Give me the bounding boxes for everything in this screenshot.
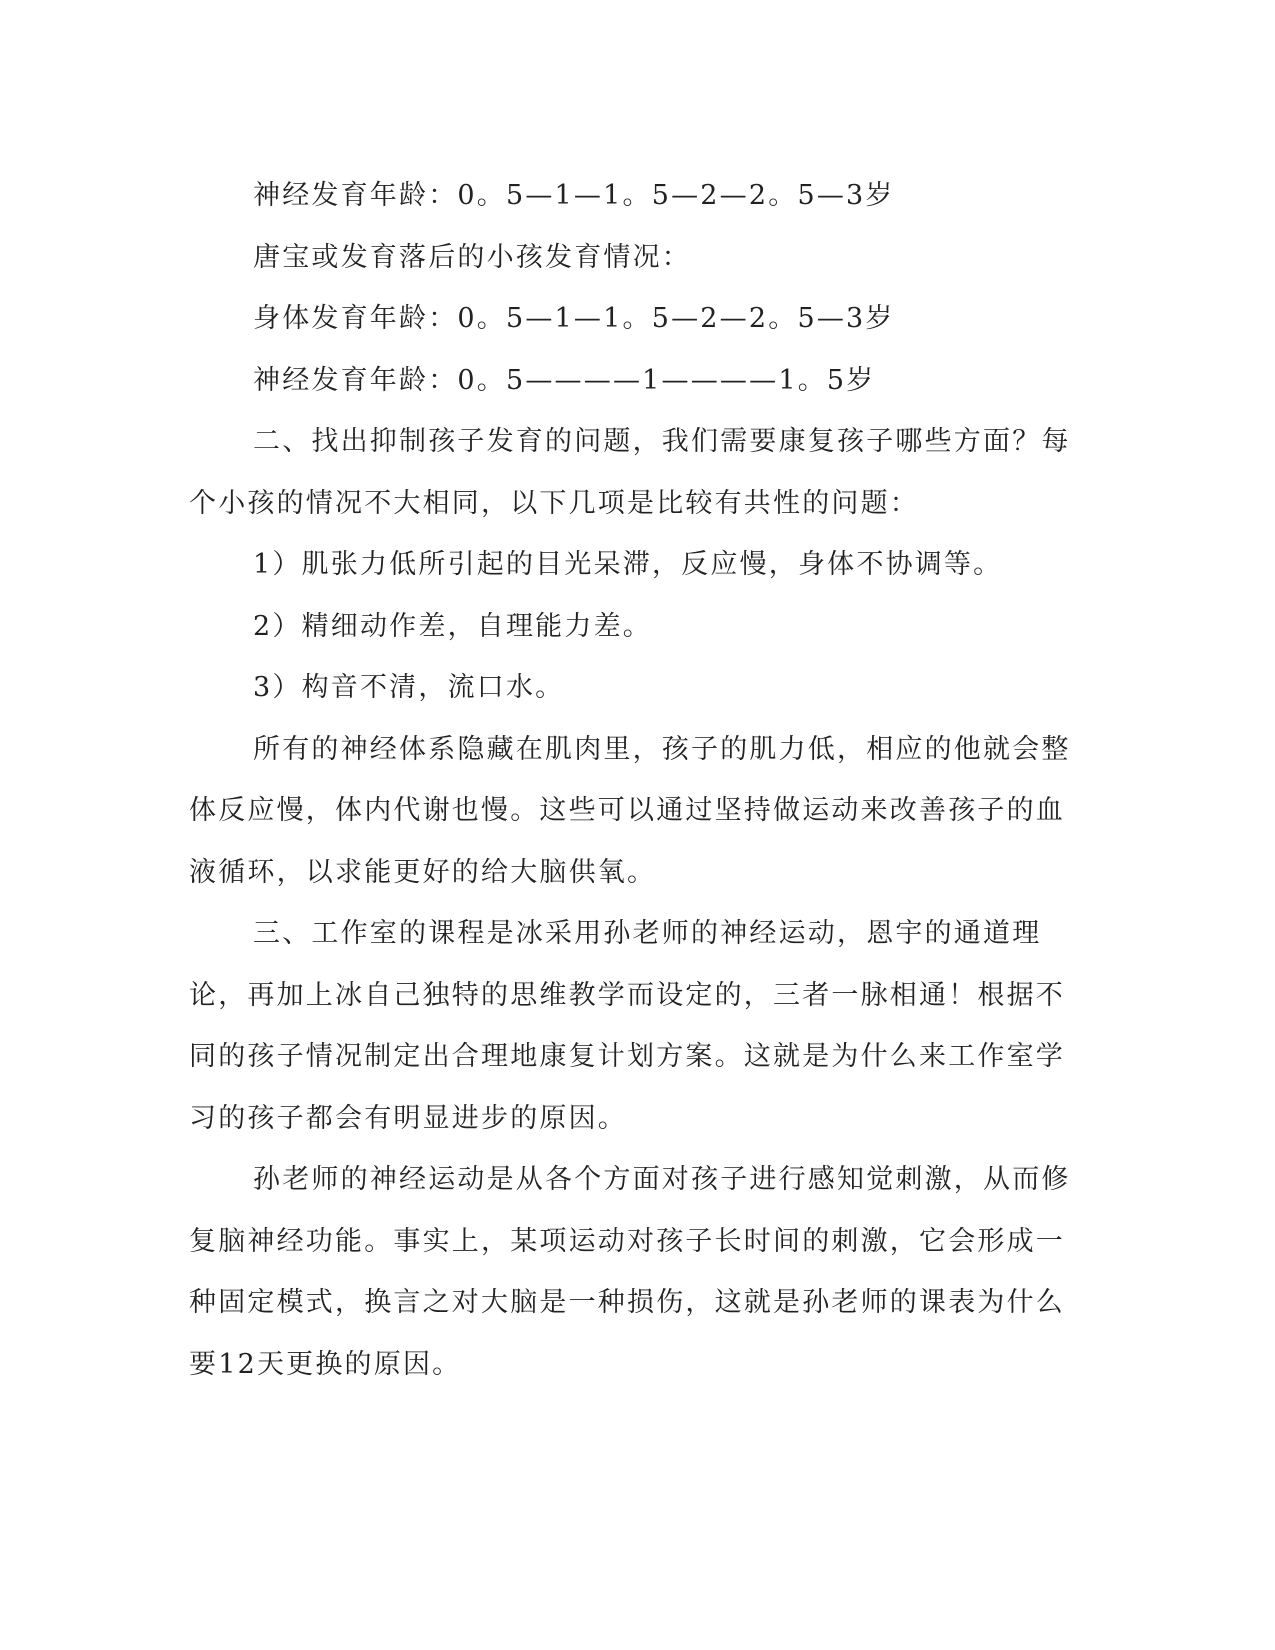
- paragraph-delayed-intro: 唐宝或发育落后的小孩发育情况：: [253, 241, 691, 273]
- paragraph-nervous-system: 所有的神经体系隐藏在肌肉里，孩子的肌力低，相应的他就会整体反应慢，体内代谢也慢。这些可以通过坚持做运动来改善孩子的血液循环，以求能更好的给大脑供氧。: [189, 733, 1071, 888]
- paragraph-section-three: 三、工作室的课程是冰采用孙老师的神经运动，恩宇的通道理论，再加上冰自己独特的思维教学而设定的，三者一脉相通！根据不同的孩子情况制定出合理地康复计划方案。这就是为什么来工作室学习的孩子都会有明显进步的原因。: [189, 918, 1065, 1134]
- paragraph-item-1: 1）肌张力低所引起的目光呆滞，反应慢，身体不协调等。: [253, 549, 1003, 580]
- document-body: [189, 165, 1079, 1395]
- paragraph-neural-exercise: 孙老师的神经运动是从各个方面对孩子进行感知觉刺激，从而修复脑神经功能。事实上，某项运动对孩子长时间的刺激，它会形成一种固定模式，换言之对大脑是一种损伤，这就是孙老师的课表为什么要12天更换的原因。: [189, 1164, 1071, 1380]
- paragraph-section-two: 二、找出抑制孩子发育的问题，我们需要康复孩子哪些方面？每个小孩的情况不大相同，以下几项是比较有共性的问题：: [189, 426, 1071, 519]
- paragraph-item-2: 2）精细动作差，自理能力差。: [253, 610, 652, 642]
- paragraph-body-age-delayed: 身体发育年龄：0。5—1—1。5—2—2。5—3岁: [253, 303, 895, 334]
- paragraph-neural-age-delayed: 神经发育年龄：0。5————1————1。5岁: [253, 364, 876, 396]
- paragraph-neural-age-typical: 神经发育年龄：0。5—1—1。5—2—2。5—3岁: [253, 180, 895, 211]
- paragraph-item-3: 3）构音不清，流口水。: [253, 672, 565, 703]
